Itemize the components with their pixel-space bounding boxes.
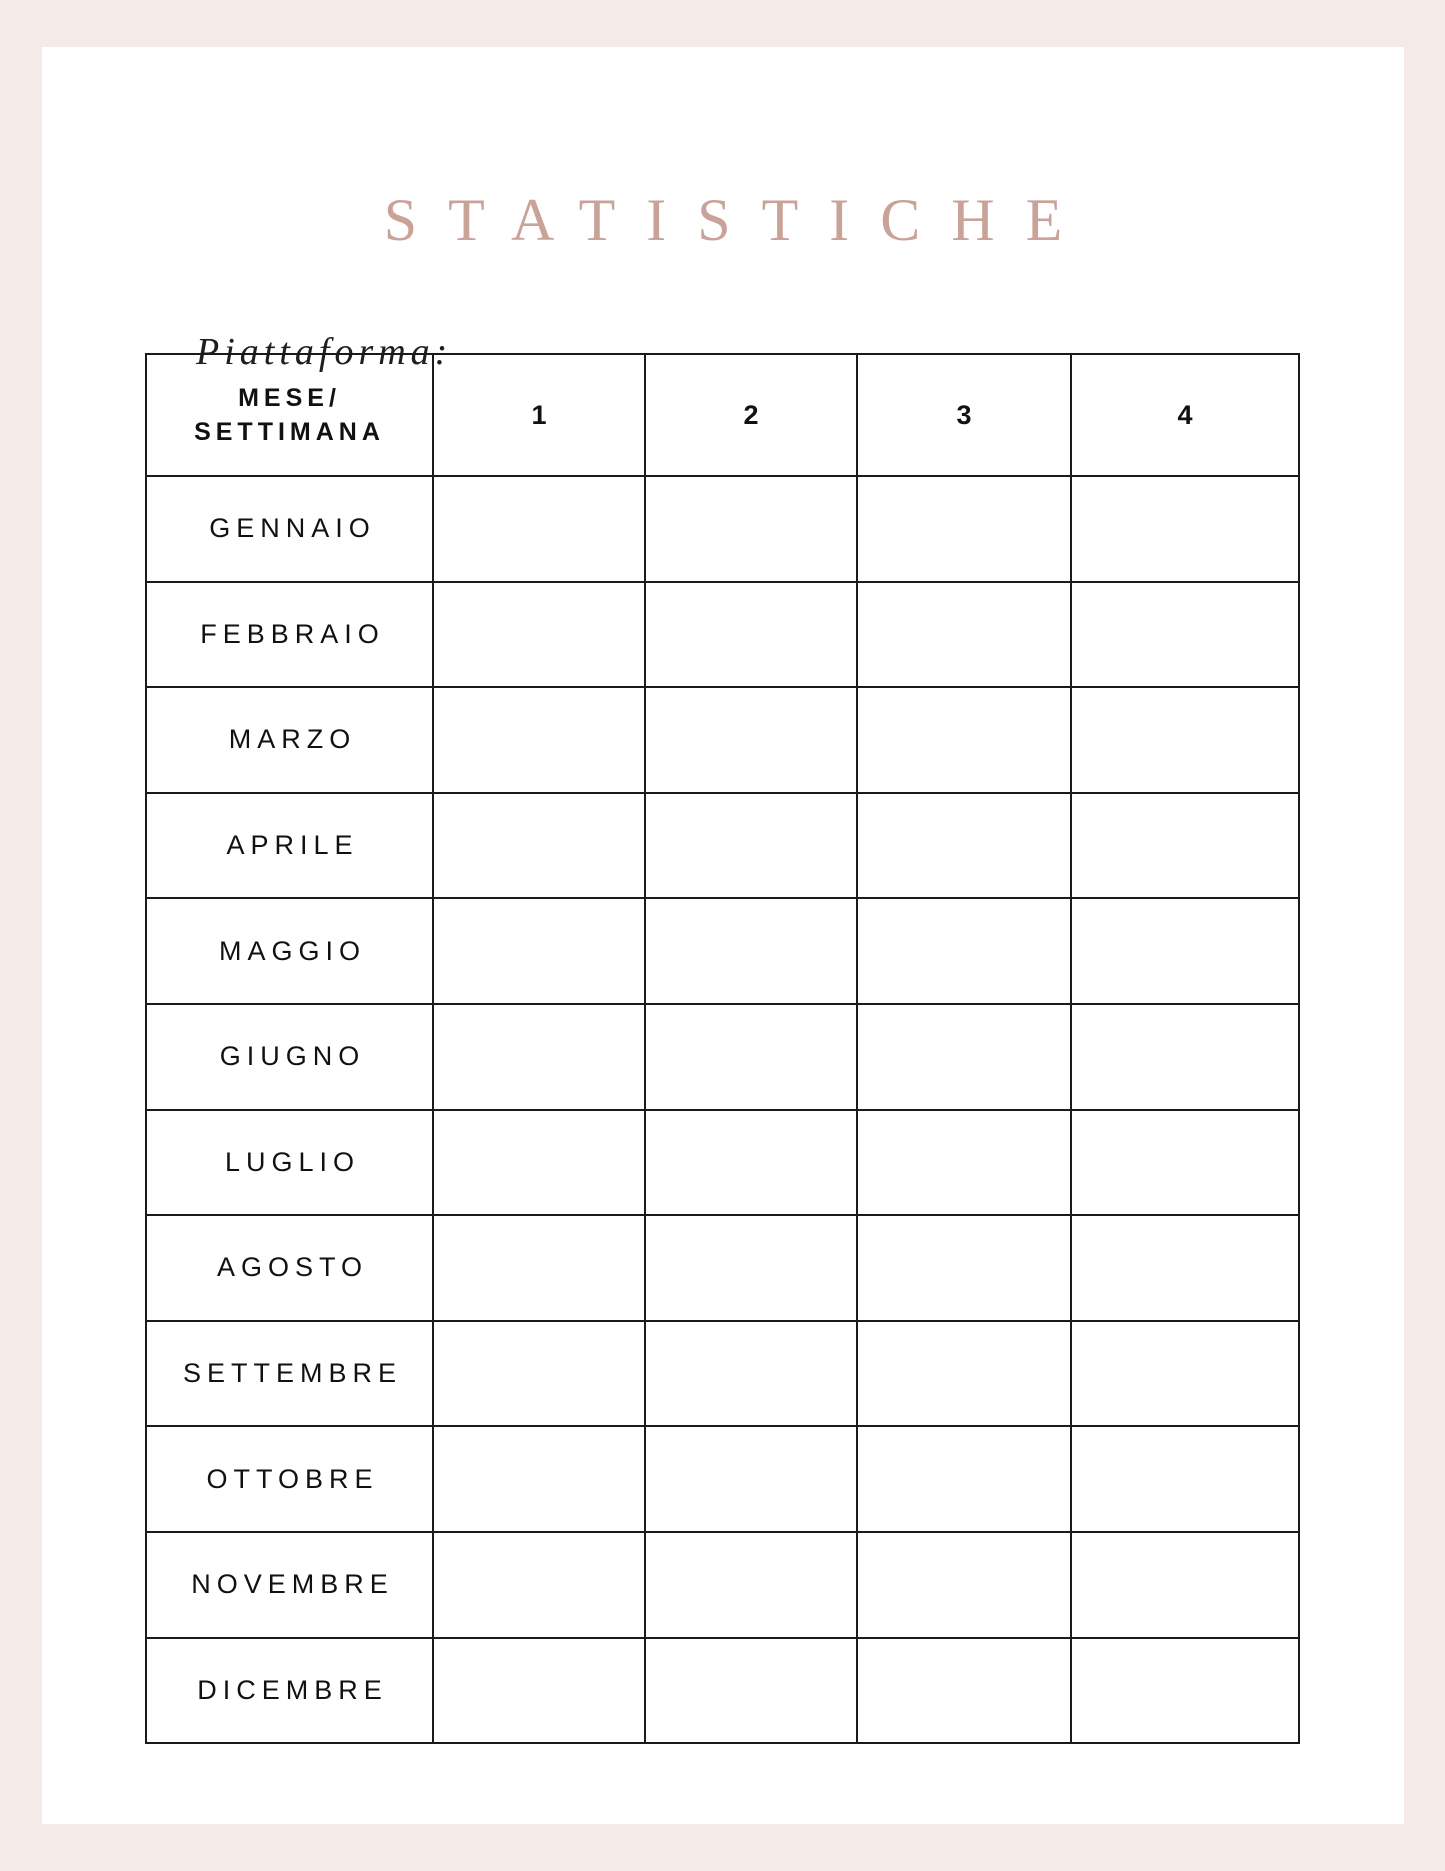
week-entry-cell[interactable] — [645, 582, 857, 688]
table-row — [146, 1215, 1299, 1321]
week-entry-cell[interactable] — [645, 687, 857, 793]
table-row — [146, 1638, 1299, 1744]
table-row — [146, 898, 1299, 1004]
week-entry-cell[interactable] — [857, 582, 1071, 688]
week-entry-cell[interactable] — [645, 476, 857, 582]
week-entry-cell[interactable] — [857, 898, 1071, 1004]
table-row — [146, 1004, 1299, 1110]
week-entry-cell[interactable] — [645, 1426, 857, 1532]
table-row — [146, 687, 1299, 793]
week-entry-cell[interactable] — [433, 1426, 645, 1532]
platform-label: Piattaforma: — [196, 331, 453, 373]
page-title: STATISTICHE — [383, 187, 1094, 253]
table-body — [146, 476, 1299, 1743]
week-entry-cell[interactable] — [645, 1532, 857, 1638]
week-entry-cell[interactable] — [433, 1004, 645, 1110]
month-label: NOVEMBRE — [146, 1532, 433, 1638]
week-entry-cell[interactable] — [433, 793, 645, 899]
week-entry-cell[interactable] — [857, 1004, 1071, 1110]
month-label: AGOSTO — [146, 1215, 433, 1321]
week-header-3: 3 — [857, 354, 1071, 476]
week-entry-cell[interactable] — [645, 1638, 857, 1744]
week-entry-cell[interactable] — [857, 1638, 1071, 1744]
week-entry-cell[interactable] — [1071, 1426, 1299, 1532]
table-row — [146, 476, 1299, 582]
month-week-header — [146, 354, 433, 476]
week-entry-cell[interactable] — [1071, 1110, 1299, 1216]
week-entry-cell[interactable] — [433, 1321, 645, 1427]
table-row — [146, 1532, 1299, 1638]
table-row — [146, 793, 1299, 899]
month-label: GIUGNO — [146, 1004, 433, 1110]
week-entry-cell[interactable] — [1071, 793, 1299, 899]
week-entry-cell[interactable] — [1071, 582, 1299, 688]
week-entry-cell[interactable] — [1071, 1004, 1299, 1110]
week-entry-cell[interactable] — [857, 476, 1071, 582]
week-header-4: 4 — [1071, 354, 1299, 476]
week-entry-cell[interactable] — [857, 1426, 1071, 1532]
week-entry-cell[interactable] — [645, 793, 857, 899]
week-entry-cell[interactable] — [433, 898, 645, 1004]
month-header-label: MESE/ — [238, 384, 341, 412]
week-entry-cell[interactable] — [857, 1215, 1071, 1321]
month-label: MARZO — [146, 687, 433, 793]
month-label: FEBBRAIO — [146, 582, 433, 688]
table-header-row — [146, 354, 1299, 476]
week-entry-cell[interactable] — [1071, 1215, 1299, 1321]
month-label: LUGLIO — [146, 1110, 433, 1216]
table-row — [146, 1321, 1299, 1427]
month-label: APRILE — [146, 793, 433, 899]
week-header-2: 2 — [645, 354, 857, 476]
week-entry-cell[interactable] — [645, 1110, 857, 1216]
week-entry-cell[interactable] — [645, 1321, 857, 1427]
week-entry-cell[interactable] — [1071, 1532, 1299, 1638]
week-entry-cell[interactable] — [433, 1110, 645, 1216]
week-entry-cell[interactable] — [433, 687, 645, 793]
month-label: GENNAIO — [146, 476, 433, 582]
week-entry-cell[interactable] — [433, 582, 645, 688]
week-entry-cell[interactable] — [857, 793, 1071, 899]
table-row — [146, 1110, 1299, 1216]
table-row — [146, 582, 1299, 688]
month-label: MAGGIO — [146, 898, 433, 1004]
statistics-table — [145, 353, 1300, 1744]
week-entry-cell[interactable] — [645, 1004, 857, 1110]
week-header-label: SETTIMANA — [194, 418, 385, 446]
week-entry-cell[interactable] — [1071, 687, 1299, 793]
month-label: SETTEMBRE — [146, 1321, 433, 1427]
week-entry-cell[interactable] — [857, 1110, 1071, 1216]
week-entry-cell[interactable] — [857, 1532, 1071, 1638]
week-entry-cell[interactable] — [433, 476, 645, 582]
week-entry-cell[interactable] — [857, 687, 1071, 793]
week-entry-cell[interactable] — [433, 1638, 645, 1744]
week-entry-cell[interactable] — [1071, 1321, 1299, 1427]
week-entry-cell[interactable] — [1071, 898, 1299, 1004]
week-entry-cell[interactable] — [857, 1321, 1071, 1427]
week-header-1: 1 — [433, 354, 645, 476]
week-entry-cell[interactable] — [645, 898, 857, 1004]
week-entry-cell[interactable] — [433, 1215, 645, 1321]
week-entry-cell[interactable] — [645, 1215, 857, 1321]
month-label: DICEMBRE — [146, 1638, 433, 1744]
week-entry-cell[interactable] — [1071, 476, 1299, 582]
week-entry-cell[interactable] — [433, 1532, 645, 1638]
month-label: OTTOBRE — [146, 1426, 433, 1532]
table-row — [146, 1426, 1299, 1532]
week-entry-cell[interactable] — [1071, 1638, 1299, 1744]
